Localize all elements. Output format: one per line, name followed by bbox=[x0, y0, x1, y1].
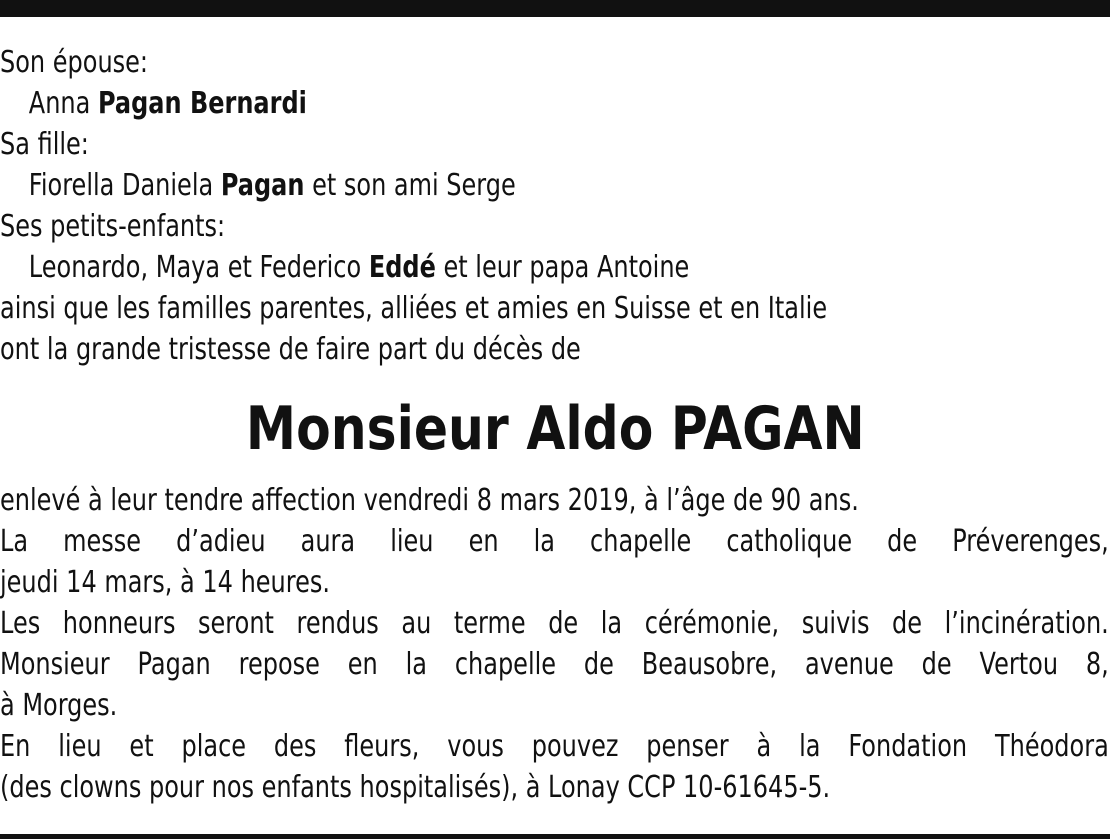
petits-enfants-label: Ses petits-enfants: bbox=[0, 209, 226, 244]
fille-rest: et son ami Serge bbox=[312, 168, 516, 203]
family-list bbox=[0, 42, 1110, 370]
petits-first-names: Leonardo, Maya et Federico bbox=[28, 250, 362, 285]
bottom-border-rule bbox=[0, 834, 1110, 839]
petits-rest: et leur papa Antoine bbox=[443, 250, 690, 285]
deceased-name: Monsieur Aldo PAGAN bbox=[245, 394, 865, 464]
details-line-6: à Morges. bbox=[0, 688, 118, 723]
details-line-2: La messe d’adieu aura lieu en la chapelle catholique de Préverenges, bbox=[0, 524, 1109, 559]
annonce-line: ont la grande tristesse de faire part du décès de bbox=[0, 332, 581, 367]
petits-enfants-names bbox=[0, 247, 1110, 288]
details-line-3: jeudi 14 mars, à 14 heures. bbox=[0, 565, 330, 600]
fille-first-name: Fiorella Daniela bbox=[28, 168, 214, 203]
petits-last-name: Eddé bbox=[368, 250, 436, 285]
fille-last-name: Pagan bbox=[220, 168, 305, 203]
details-line-7: En lieu et place des fleurs, vous pouvez penser à la Fondation Théodora bbox=[0, 729, 1109, 764]
top-border-rule bbox=[0, 0, 1110, 17]
fille-label: Sa fille: bbox=[0, 127, 89, 162]
epouse-first-name: Anna bbox=[28, 86, 91, 121]
epouse-name bbox=[0, 83, 1110, 124]
details-line-8: (des clowns pour nos enfants hospitalisés), à Lonay CCP 10-61645-5. bbox=[0, 770, 831, 805]
details-line-4: Les honneurs seront rendus au terme de la cérémonie, suivis de l’incinération. bbox=[0, 606, 1109, 641]
fille-name bbox=[0, 165, 1110, 206]
epouse-label: Son épouse: bbox=[0, 45, 149, 80]
familles-line: ainsi que les familles parentes, alliées et amies en Suisse et en Italie bbox=[0, 291, 828, 326]
details-line-5: Monsieur Pagan repose en la chapelle de Beausobre, avenue de Vertou 8, bbox=[0, 647, 1109, 682]
epouse-last-name: Pagan Bernardi bbox=[97, 86, 307, 121]
ceremony-details bbox=[0, 480, 1110, 808]
details-line-1: enlevé à leur tendre affection vendredi 8 mars 2019, à l’âge de 90 ans. bbox=[0, 483, 859, 518]
deceased-name-heading bbox=[0, 394, 1110, 464]
